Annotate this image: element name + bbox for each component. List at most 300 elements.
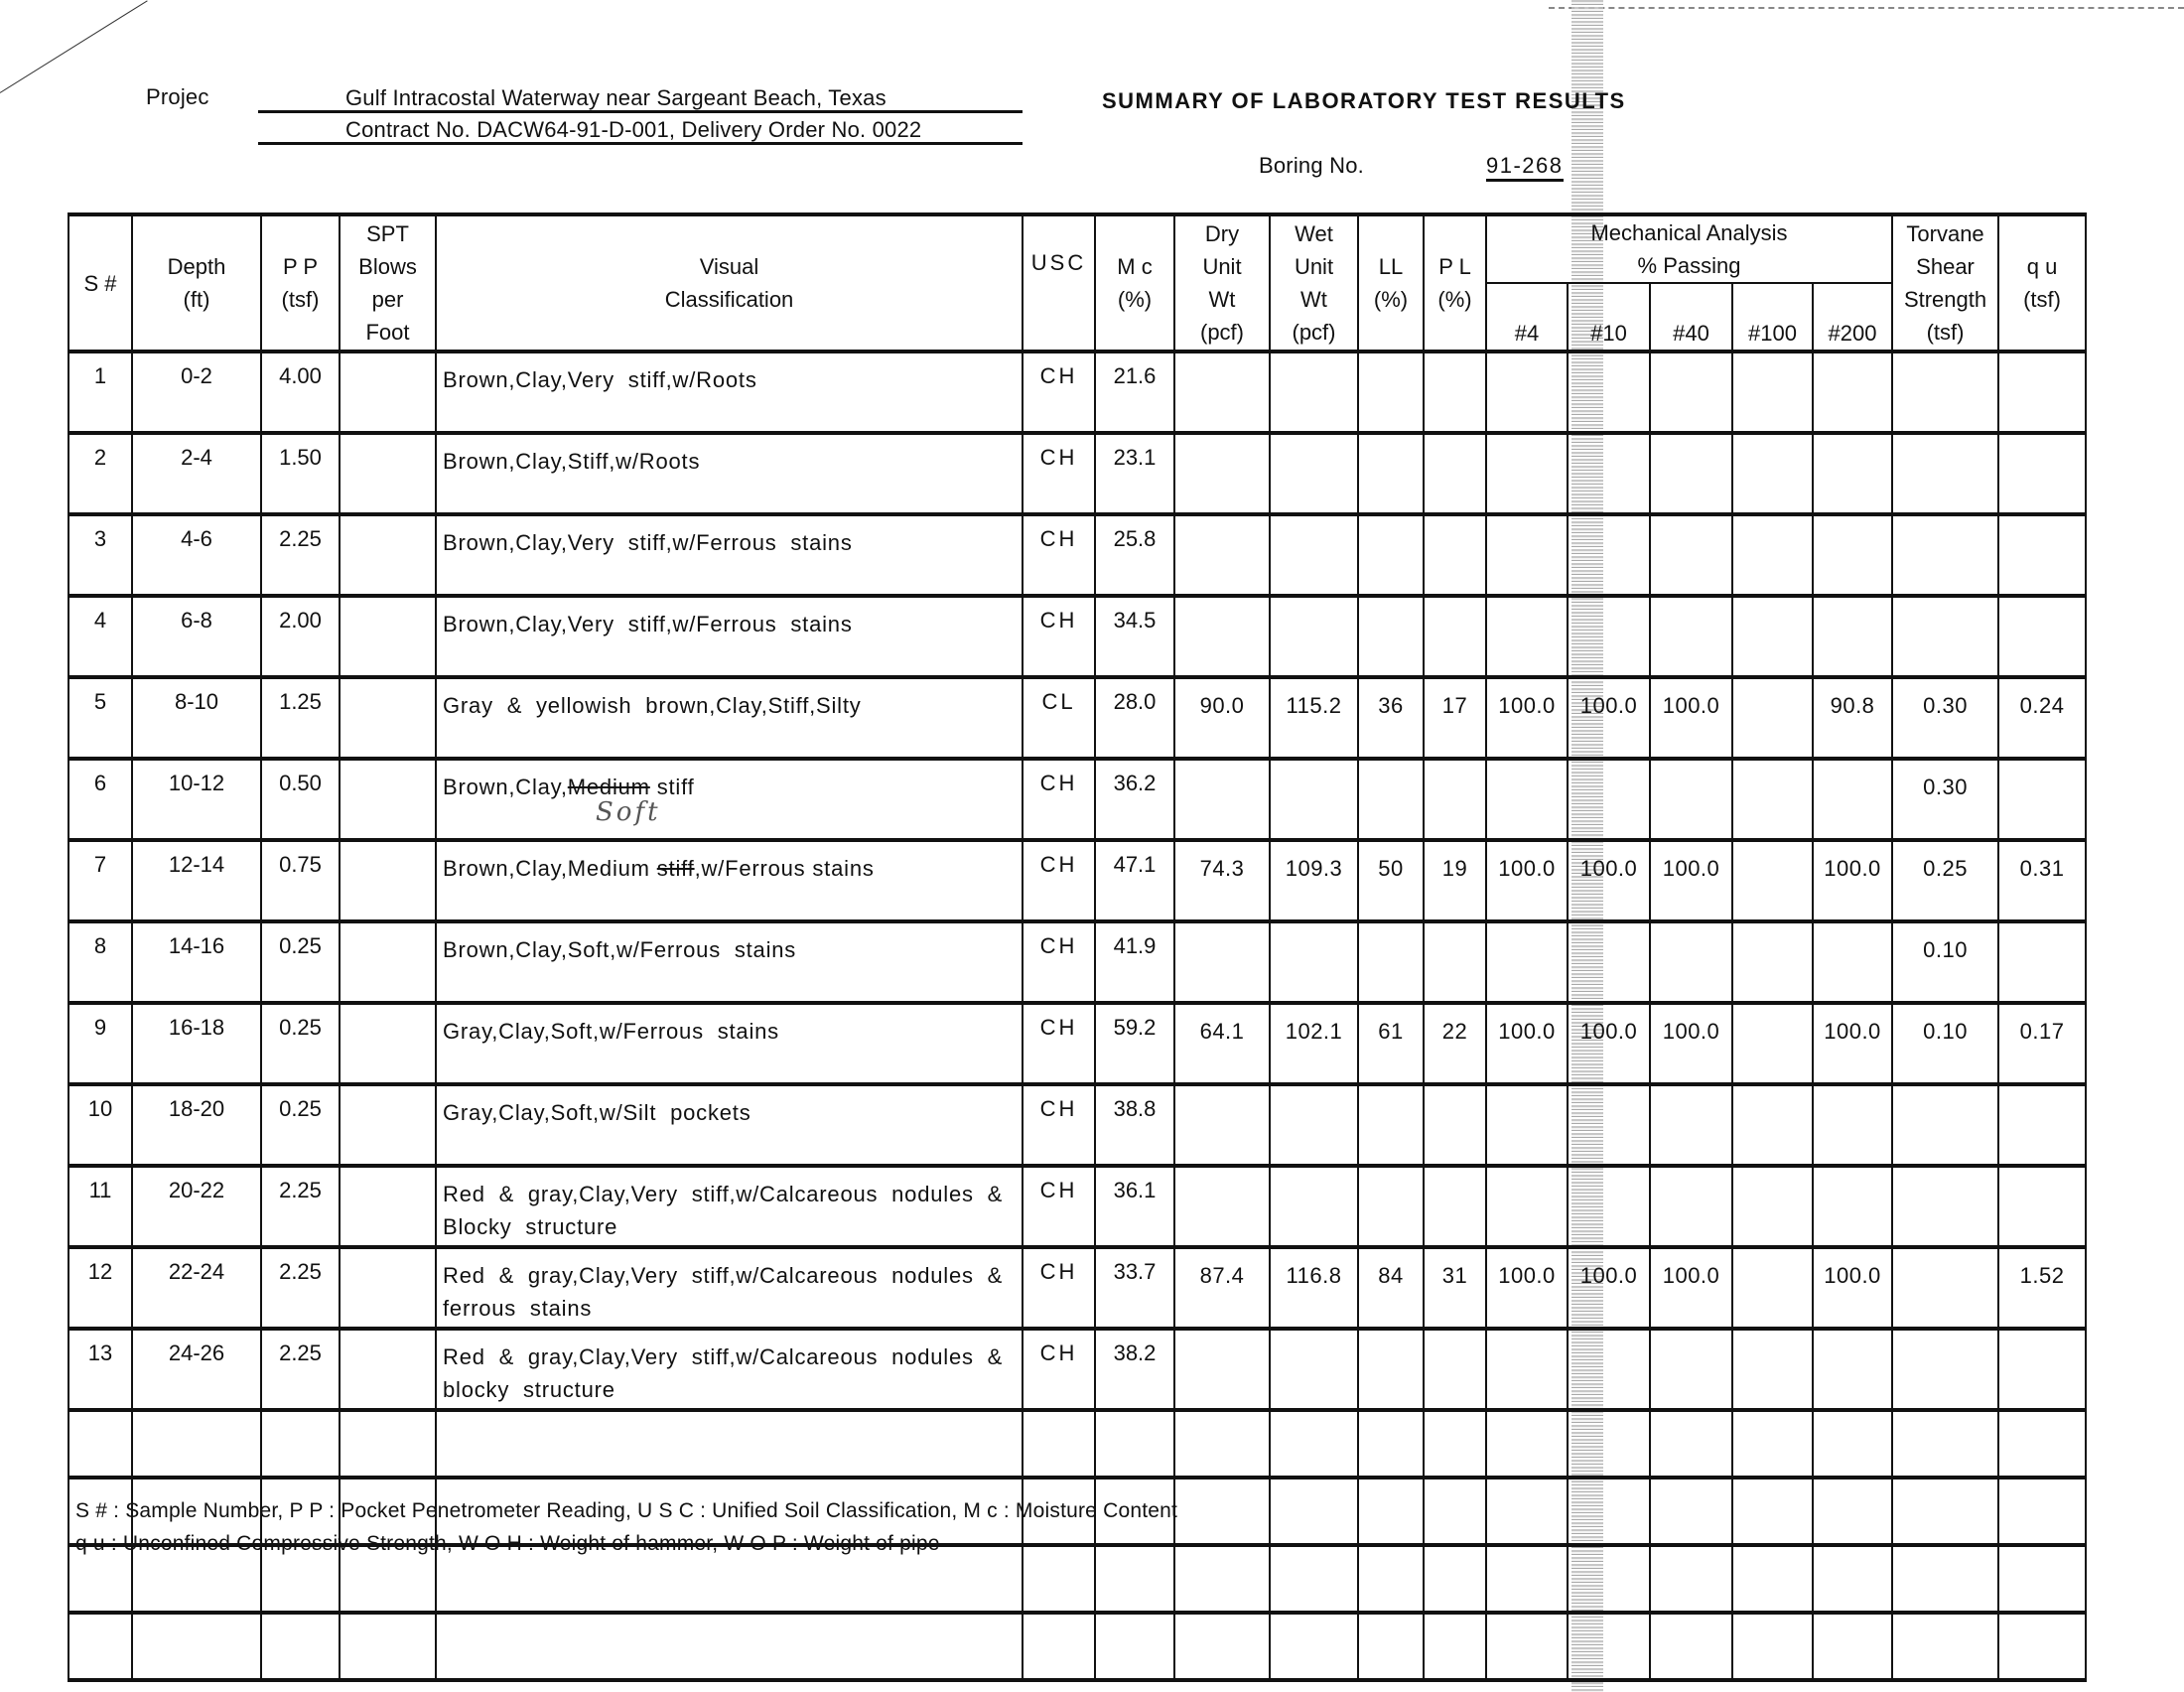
cell-sieve-200 [1813,1247,1892,1329]
cell-depth [132,759,261,840]
col-header-ll: LL (%) [1358,214,1424,352]
cell-pl [1424,1247,1486,1329]
cell-dry-unit-wt [1174,677,1270,759]
cell-sieve-40 [1650,840,1732,921]
cell-sample-number [68,1003,132,1084]
cell-ll [1358,596,1424,677]
cell-spt [340,352,436,433]
cell-torvane [1892,759,1998,840]
cell-pp [261,921,340,1003]
cell-usc [1023,514,1095,596]
cell-sieve-4 [1486,433,1568,514]
cell-ll [1358,921,1424,1003]
cell-ll [1358,1478,1424,1545]
cell-depth-value: 10-12 [168,771,225,795]
cell-sieve-10 [1568,1410,1650,1478]
cell-sieve-100 [1732,1329,1813,1410]
cell-sieve-10 [1568,1478,1650,1545]
cell-sieve-4 [1486,1329,1568,1410]
cell-depth-value: 24-26 [168,1340,225,1365]
cell-sieve-10-value: 100.0 [1579,1263,1638,1288]
cell-visual-classification [436,1613,1023,1680]
cell-sieve-200 [1813,1613,1892,1680]
cell-sieve-4-value: 100.0 [1498,856,1556,881]
cell-usc [1023,1613,1095,1680]
cell-sieve-200-value: 100.0 [1824,1019,1881,1044]
cell-usc-value: CH [1039,526,1078,551]
cell-sieve-100 [1732,1003,1813,1084]
cell-depth [132,1166,261,1247]
cell-torvane [1892,1247,1998,1329]
col-header-dry-unit-wt: Dry Unit Wt (pcf) [1174,214,1270,352]
cell-depth-value: 0-2 [181,363,212,388]
cell-dry-unit-wt-value: 64.1 [1199,1019,1245,1044]
cell-moisture-content [1095,677,1174,759]
cell-sieve-4 [1486,1003,1568,1084]
cell-spt [340,596,436,677]
cell-visual-classification-value: Red & gray,Clay,Very stiff,w/Calcareous nodules & ferrous stains [443,1263,1017,1321]
table-row [68,759,2086,840]
cell-sieve-40 [1650,759,1732,840]
cell-sieve-40 [1650,514,1732,596]
cell-sieve-4 [1486,352,1568,433]
cell-qu [1998,1410,2086,1478]
cell-usc [1023,759,1095,840]
cell-sample-number-value: 13 [87,1340,113,1365]
cell-visual-classification-value: Brown,Clay,Stiff,w/Roots [443,449,701,474]
cell-sample-number [68,433,132,514]
cell-torvane-value: 0.30 [1923,693,1968,718]
cell-sieve-10 [1568,759,1650,840]
cell-sample-number-value: 6 [93,771,107,795]
cell-ll [1358,1545,1424,1613]
cell-sieve-200 [1813,1003,1892,1084]
cell-dry-unit-wt [1174,1545,1270,1613]
cell-sieve-40 [1650,921,1732,1003]
cell-sample-number [68,1247,132,1329]
cell-wet-unit-wt-value: 102.1 [1285,1019,1343,1044]
cell-spt [340,433,436,514]
cell-sieve-10-value: 100.0 [1579,856,1638,881]
desc-text: Brown,Clay,Medium [443,856,657,881]
cell-spt [340,677,436,759]
cell-spt [340,1329,436,1410]
cell-sieve-100 [1732,1084,1813,1166]
cell-sample-number-value: 9 [93,1015,107,1040]
cell-sieve-200 [1813,596,1892,677]
cell-wet-unit-wt [1270,1166,1358,1247]
cell-spt [340,1166,436,1247]
cell-torvane-value: 0.10 [1923,937,1968,962]
cell-pl [1424,1084,1486,1166]
cell-usc [1023,677,1095,759]
col-header-wet-unit-wt: Wet Unit Wt (pcf) [1270,214,1358,352]
cell-sieve-10 [1568,1084,1650,1166]
cell-depth [132,1247,261,1329]
cell-depth [132,1329,261,1410]
cell-pp-value: 1.50 [279,445,322,470]
cell-visual-classification [436,433,1023,514]
cell-qu [1998,1613,2086,1680]
cell-depth-value: 12-14 [168,852,225,877]
cell-sieve-100 [1732,1247,1813,1329]
cell-wet-unit-wt [1270,1084,1358,1166]
cell-pp [261,1329,340,1410]
cell-moisture-content [1095,1166,1174,1247]
cell-pl [1424,1613,1486,1680]
cell-sieve-10 [1568,1329,1650,1410]
col-header-sieve-200: #200 [1813,283,1892,352]
cell-sample-number [68,921,132,1003]
cell-sieve-100 [1732,759,1813,840]
cell-usc [1023,596,1095,677]
cell-spt [340,1247,436,1329]
lab-results-table [68,212,2087,1682]
cell-depth [132,921,261,1003]
cell-dry-unit-wt [1174,1003,1270,1084]
cell-usc-value: CH [1039,933,1078,958]
cell-sieve-10 [1568,352,1650,433]
cell-torvane [1892,677,1998,759]
cell-pl [1424,1329,1486,1410]
cell-sieve-200 [1813,352,1892,433]
cell-sample-number [68,1084,132,1166]
cell-pp-value: 0.50 [279,771,322,795]
cell-sieve-4 [1486,1613,1568,1680]
cell-usc [1023,1247,1095,1329]
cell-moisture-content-value: 38.8 [1113,1096,1157,1121]
cell-depth [132,514,261,596]
cell-wet-unit-wt-value: 115.2 [1286,693,1342,718]
cell-dry-unit-wt [1174,1329,1270,1410]
cell-usc [1023,1084,1095,1166]
cell-sieve-200 [1813,921,1892,1003]
cell-sieve-100 [1732,1613,1813,1680]
cell-wet-unit-wt [1270,1247,1358,1329]
cell-usc-value: CH [1039,1015,1078,1040]
cell-visual-classification [436,1247,1023,1329]
cell-qu [1998,759,2086,840]
cell-sample-number [68,677,132,759]
cell-moisture-content-value: 21.6 [1113,363,1157,388]
cell-wet-unit-wt [1270,596,1358,677]
cell-sieve-10 [1568,1545,1650,1613]
project-name: Gulf Intracostal Waterway near Sargeant Beach, Texas [258,85,1023,113]
cell-sieve-40 [1650,352,1732,433]
cell-wet-unit-wt [1270,921,1358,1003]
cell-wet-unit-wt [1270,1545,1358,1613]
cell-depth [132,596,261,677]
col-header-mechanical-analysis: Mechanical Analysis % Passing [1486,214,1892,283]
cell-sieve-10 [1568,1613,1650,1680]
cell-sieve-4 [1486,514,1568,596]
cell-moisture-content [1095,514,1174,596]
cell-usc-value: CH [1039,363,1078,388]
cell-torvane-value: 0.10 [1923,1019,1968,1044]
cell-visual-classification [436,759,1023,840]
cell-sieve-40 [1650,1003,1732,1084]
cell-sieve-10-value: 100.0 [1579,693,1638,718]
cell-moisture-content [1095,921,1174,1003]
legend-line-1: S # : Sample Number, P P : Pocket Penetrometer Reading, U S C : Unified Soil Classification, M c : Moisture Content [75,1499,1178,1522]
cell-pp-value: 2.25 [279,526,322,551]
cell-ll [1358,352,1424,433]
cell-ll [1358,1003,1424,1084]
cell-dry-unit-wt-value: 87.4 [1199,1263,1245,1288]
cell-wet-unit-wt [1270,1478,1358,1545]
page-title: SUMMARY OF LABORATORY TEST RESULTS [1102,88,1626,113]
cell-depth-value: 6-8 [181,608,212,633]
cell-visual-classification [436,840,1023,921]
col-header-pp: P P (tsf) [261,214,340,352]
col-header-depth: Depth (ft) [132,214,261,352]
cell-sieve-4-value: 100.0 [1498,1019,1556,1044]
cell-qu [1998,596,2086,677]
cell-dry-unit-wt [1174,921,1270,1003]
cell-sample-number [68,1166,132,1247]
cell-sieve-100 [1732,1410,1813,1478]
cell-qu [1998,1084,2086,1166]
cell-pp-value: 2.25 [279,1178,322,1202]
cell-depth-value: 16-18 [168,1015,225,1040]
cell-torvane [1892,596,1998,677]
cell-torvane [1892,1545,1998,1613]
cell-sieve-10 [1568,1003,1650,1084]
cell-spt [340,759,436,840]
cell-usc-value: CL [1041,689,1076,714]
cell-spt [340,1613,436,1680]
cell-dry-unit-wt-value: 74.3 [1199,856,1245,881]
col-header-qu: q u (tsf) [1998,214,2086,352]
cell-sieve-10-value: 100.0 [1579,1019,1638,1044]
cell-ll [1358,1329,1424,1410]
cell-pl [1424,921,1486,1003]
cell-torvane [1892,1329,1998,1410]
cell-visual-classification-value: Red & gray,Clay,Very stiff,w/Calcareous nodules & Blocky structure [443,1182,1017,1239]
cell-sieve-100 [1732,677,1813,759]
cell-pp [261,1410,340,1478]
cell-visual-classification-value: Brown,Clay,Soft,w/Ferrous stains [443,937,797,962]
cell-sample-number-value: 7 [93,852,107,877]
cell-qu [1998,840,2086,921]
cell-pp [261,352,340,433]
cell-wet-unit-wt [1270,433,1358,514]
cell-moisture-content [1095,1084,1174,1166]
cell-sieve-4 [1486,677,1568,759]
cell-ll-value: 36 [1378,693,1404,718]
cell-sieve-4-value: 100.0 [1498,693,1556,718]
cell-usc [1023,1166,1095,1247]
cell-pp-value: 0.25 [279,933,322,958]
cell-sieve-200 [1813,677,1892,759]
desc-struck-text: Medium [567,775,650,799]
cell-depth-value: 18-20 [168,1096,225,1121]
cell-depth [132,1410,261,1478]
cell-wet-unit-wt [1270,352,1358,433]
cell-pp-value: 0.25 [279,1015,322,1040]
cell-sieve-4 [1486,921,1568,1003]
cell-wet-unit-wt [1270,1329,1358,1410]
cell-moisture-content-value: 41.9 [1113,933,1157,958]
cell-sample-number [68,596,132,677]
cell-sieve-40-value: 100.0 [1662,693,1720,718]
cell-pp [261,433,340,514]
table-row [68,1166,2086,1247]
cell-sieve-200-value: 90.8 [1830,693,1875,718]
cell-pl [1424,1478,1486,1545]
table-row [68,1084,2086,1166]
cell-sieve-4-value: 100.0 [1498,1263,1556,1288]
cell-visual-classification [436,1084,1023,1166]
cell-ll-value: 84 [1378,1263,1404,1288]
cell-sieve-200 [1813,433,1892,514]
cell-sieve-10 [1568,1247,1650,1329]
cell-qu [1998,677,2086,759]
cell-dry-unit-wt [1174,840,1270,921]
cell-pp-value: 1.25 [279,689,322,714]
cell-sieve-200 [1813,1329,1892,1410]
cell-dry-unit-wt [1174,1613,1270,1680]
cell-sample-number [68,1329,132,1410]
cell-torvane [1892,1613,1998,1680]
cell-pl [1424,352,1486,433]
scan-mark-top-rule [1549,7,2184,9]
cell-sieve-200 [1813,840,1892,921]
cell-usc-value: CH [1039,1178,1078,1202]
cell-visual-classification-value: Brown,Clay,Very stiff,w/Ferrous stains [443,530,853,555]
cell-dry-unit-wt [1174,759,1270,840]
cell-pl [1424,1166,1486,1247]
cell-wet-unit-wt-value: 109.3 [1285,856,1343,881]
cell-visual-classification [436,677,1023,759]
cell-qu-value: 0.24 [2019,693,2065,718]
cell-depth [132,840,261,921]
cell-sieve-4 [1486,1084,1568,1166]
cell-depth [132,433,261,514]
table-row [68,840,2086,921]
cell-usc [1023,921,1095,1003]
cell-visual-classification-value: Red & gray,Clay,Very stiff,w/Calcareous nodules & blocky structure [443,1344,1017,1402]
cell-sieve-40 [1650,1478,1732,1545]
boring-number: 91-268 [1486,153,1564,182]
cell-visual-classification [436,514,1023,596]
cell-ll [1358,1247,1424,1329]
cell-sample-number-value: 5 [93,689,107,714]
boring-label: Boring No. [1259,153,1364,178]
cell-sieve-200 [1813,1545,1892,1613]
col-header-visual: Visual Classification [436,214,1023,352]
cell-torvane-value: 0.30 [1923,775,1968,799]
table-row [68,677,2086,759]
cell-usc [1023,1410,1095,1478]
desc-text: Brown,Clay, [443,775,568,799]
cell-sieve-10 [1568,514,1650,596]
cell-sieve-100 [1732,596,1813,677]
empty-table-row [68,1410,2086,1478]
cell-sieve-100 [1732,514,1813,596]
cell-pp-value: 2.00 [279,608,322,633]
cell-spt [340,514,436,596]
cell-moisture-content [1095,1329,1174,1410]
cell-sieve-4 [1486,1410,1568,1478]
cell-sieve-40 [1650,1545,1732,1613]
cell-sieve-100 [1732,1478,1813,1545]
cell-sample-number-value: 10 [87,1096,113,1121]
cell-sieve-10 [1568,677,1650,759]
cell-moisture-content-value: 36.1 [1113,1178,1157,1202]
cell-ll [1358,1084,1424,1166]
cell-sieve-100 [1732,433,1813,514]
cell-torvane [1892,1003,1998,1084]
cell-wet-unit-wt [1270,514,1358,596]
cell-pl-value: 19 [1441,856,1468,881]
cell-depth-value: 22-24 [168,1259,225,1284]
cell-wet-unit-wt-value: 116.8 [1286,1263,1342,1288]
cell-spt [340,921,436,1003]
cell-dry-unit-wt [1174,1478,1270,1545]
cell-wet-unit-wt [1270,1613,1358,1680]
cell-dry-unit-wt [1174,514,1270,596]
cell-pp [261,1084,340,1166]
cell-depth-value: 20-22 [168,1178,225,1202]
cell-ll [1358,840,1424,921]
cell-sample-number [68,840,132,921]
cell-dry-unit-wt [1174,1084,1270,1166]
desc-struck-text: stiff [656,856,695,881]
table-row [68,1003,2086,1084]
cell-visual-classification-value: Brown,Clay,Very stiff,w/Ferrous stains [443,612,853,636]
table-body [68,352,2086,1680]
cell-torvane [1892,840,1998,921]
cell-usc-value: CH [1039,608,1078,633]
cell-torvane [1892,514,1998,596]
legend-line-2: q u : Unconfined Compressive Strength, W O H : Weight of hammer, W O P : Weight of pipe [75,1532,940,1555]
cell-moisture-content-value: 28.0 [1113,689,1157,714]
cell-sieve-100 [1732,921,1813,1003]
cell-visual-classification-value: Gray,Clay,Soft,w/Silt pockets [443,1100,751,1125]
col-header-sieve-4: #4 [1486,283,1568,352]
cell-moisture-content-value: 25.8 [1113,526,1157,551]
cell-sieve-4 [1486,1545,1568,1613]
cell-sieve-40 [1650,677,1732,759]
cell-pl [1424,1003,1486,1084]
cell-qu [1998,433,2086,514]
cell-dry-unit-wt [1174,433,1270,514]
cell-pl-value: 17 [1441,693,1468,718]
cell-pp [261,759,340,840]
cell-pp [261,1247,340,1329]
cell-sieve-100 [1732,1545,1813,1613]
cell-sieve-10 [1568,596,1650,677]
desc-text: ,w/Ferrous stains [694,856,875,881]
cell-pp [261,596,340,677]
cell-ll [1358,433,1424,514]
cell-depth [132,1613,261,1680]
table-row [68,921,2086,1003]
cell-qu [1998,514,2086,596]
cell-sample-number [68,1613,132,1680]
cell-moisture-content [1095,1003,1174,1084]
cell-usc [1023,1545,1095,1613]
cell-pl [1424,1410,1486,1478]
cell-visual-classification-value: Brown,Clay,Very stiff,w/Roots [443,367,757,392]
col-header-sieve-10: #10 [1568,283,1650,352]
cell-moisture-content-value: 34.5 [1113,608,1157,633]
header-row [68,214,2086,283]
cell-pp-value: 0.25 [279,1096,322,1121]
cell-ll-value: 50 [1378,856,1404,881]
cell-sieve-4 [1486,1166,1568,1247]
